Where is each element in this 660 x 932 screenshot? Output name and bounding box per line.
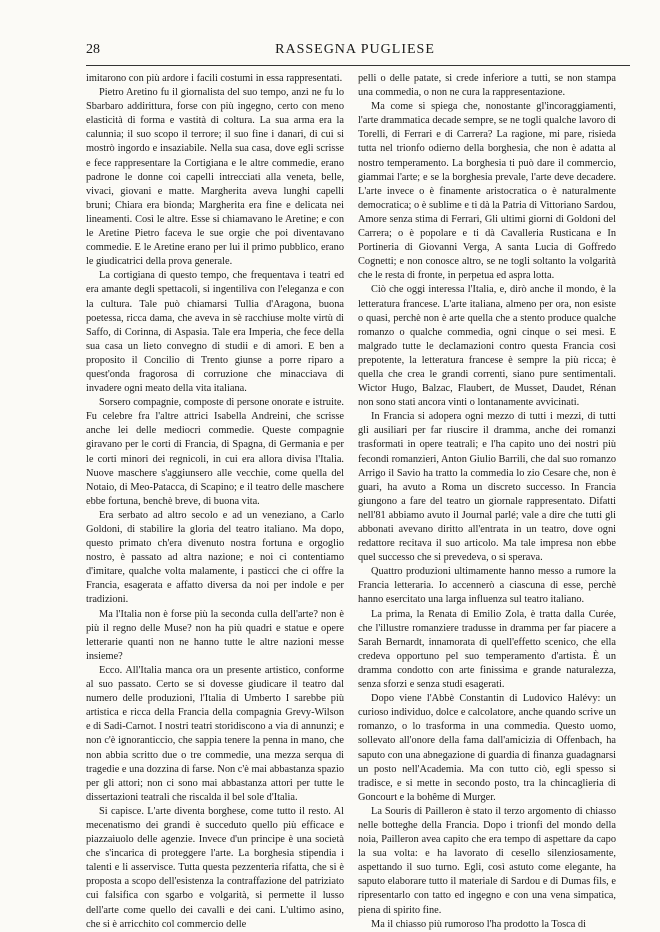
paragraph: Quattro produzioni ultimamente hanno messo a rumore la Francia letteraria. Io accennerò a ciascuna di esse, perchè hanno esercitato una larga influenza sul teatro italiano.	[358, 566, 616, 606]
page-number: 28	[86, 42, 100, 57]
paragraph: Era serbato ad altro secolo e ad un veneziano, a Carlo Goldoni, di stabilire la gloria del teatro italiano. Ma dopo, questo primato ch'era divenuto nostra fortuna e orgoglio nostro, è passato ad altra nazione; e noi ci contentiamo d'imitare, qualche volta malamente, i pasticci che ci offre la Francia, esagerata e affatto diversa da noi per indole e per tradizioni.	[86, 509, 344, 606]
paragraph: imitarono con più ardore i facili costumi in essa rappresentati.	[86, 73, 343, 84]
paragraph: Ma l'Italia non è forse più la seconda culla dell'arte? non è più il regno delle Muse? non ha più quadri e statue e opere letterarie quanti non ne hanno tutte le altre nazioni messe insieme?	[86, 608, 344, 662]
paragraph: pelli o delle patate, si crede inferiore a tutti, se non stampa una commedia, o non ne cura la rappresentazione.	[358, 73, 616, 99]
paragraph: Sorsero compagnie, composte di persone onorate e istruite. Fu celebre fra l'altre attrici Isabella Andreini, che scrisse anche lei delle mediocri commedie. Queste compagnie giravano per le corti di Francia, di Spagna, di Germania e per le corti minori dei regnicoli, in cui era allora divisa l'Italia. Nuove maschere s'aggiunsero alle vecchie, come quella del Notaio, di Meo-Patacca, di Scapino; e il teatro delle maschere ebbe fortuna, benchè breve, di buona vita.	[86, 397, 344, 507]
paragraph: Si capisce. L'arte diventa borghese, come tutto il resto. Al mecenatismo dei grandi è succeduto quello più efficace e piazzaiuolo delle agenzie. Invece d'un principe è una società che s'incarica di proteggere l'arte. La borghesia stipendia i talenti e li asservisce. Tutta questa pezzenteria rifatta, che si è proposta a scopo dell'esistenza la contraffazione del patriziato cui falsifica con sgarbo e volgarità, si permette il lusso dell'arte come quello dei cavalli e dei cani. L'ultimo asino, che si è arricchito col commercio delle	[86, 805, 344, 930]
header-rule	[86, 65, 630, 66]
paragraph: Ecco. All'Italia manca ora un presente artistico, conforme al suo passato. Certo se si dovesse giudicare il teatro dal numero delle produzioni, l'Italia di Umberto I sarebbe più artistica e ricca della Francia della compagnia Grevy-Wilson e di Sadi-Carnot. I nostri teatri storidiscono a via di annunzi; e non c'è ignoranticcio, che sappia tenere la penna in mano, che non abbia scritto due o tre commedie, una mezza serqua di tragedie e una dozzina di farse. Non c'è mai abbastanza spazio per gli attori; non ci sono mai abbastanza attori per tutte le dissertazioni teatrali che riscalda il bel sole d'Italia.	[86, 664, 344, 803]
paragraph: La Souris di Pailleron è stato il terzo argomento di chiasso nelle botteghe della Francia. Dopo i trionfi del mondo della noia, Pailleron avea capito che era tempo di aspettare da capo la sua volta: e ha lavorato di cesello silenziosamente, aspettando il suo turno. Egli, così astuto come elegante, ha saputo elaborare tutto il materiale di Sardou e di Dumas fils, e ripresentarlo con tatto ed ingegno e con una vena simpatica, piena di spirito fine.	[358, 805, 616, 916]
paragraph: La prima, la Renata di Emilio Zola, è tratta dalla Curée, che l'illustre romanziere tradusse in dramma per far piacere a Sarah Bernardt, innamorata di quell'effetto scenico, che ella credeva opportuno pel suo temperamento d'artista. È un dramma condotto con arte finissima e grande naturalezza, senza sforzi e senza studi esagerati.	[358, 608, 616, 691]
paragraph: Ciò che oggi interessa l'Italia, e, dirò anche il mondo, è la letteratura francese. L'arte italiana, almeno per ora, non esiste o quasi, perchè non è arte quella che a stento produce qualche romanzo o qualche commedia, ogni cinque o sei mesi. E malgrado tutte le declamazioni contro questa Francia così prepotente, la letteratura francese è sempre la più ricca; è quella che crea le grandi correnti, siano pure sentimentali. Wictor Hugo, Balzac, Flaubert, de Musset, Daudet, Rénan non sono stati ancora vinti o lontanamente avvicinati.	[358, 284, 616, 409]
paragraph: Dopo viene l'Abbè Constantin di Ludovico Halévy: un curioso individuo, dolce e calcolatore, anche quando scrive un romanzo, o lo trasforma in una commedia. Questo uomo, sollevato all'onore della fama dall'amicizia di Offenbach, ha saputo con una abnegazione di guardia di finanza guadagnarsi un posto nell'Academia. Ma con tutto ciò, egli spesso si tradisce, e si mette in secondo posto, tra la chincaglieria di Goncourt e la bohême di Murger.	[358, 693, 616, 803]
page-header	[86, 42, 624, 58]
paragraph: La cortigiana di questo tempo, che frequentava i teatri ed era amante degli spettacoli, si ingentiliva con l'eleganza e con la cultura. Tale può chiamarsi Tullia d'Aragona, buona poetessa, ricca dama, che aveva in sè racchiuse molte virtù di Saffo, di Corinna, di Aspasia. Tale era Imperia, che fece della sua casa un lieto convegno di studii e di amori. E ben a proposito il Concilio di Trento giunse a porre riparo a quest'onda fragorosa di corruzione che minacciava di invadere ogni meato della vita italiana.	[86, 270, 344, 395]
paragraph: Pietro Aretino fu il giornalista del suo tempo, anzi ne fu lo Sbarbaro addirittura, forse con più ingegno, certo con meno elasticità di forma e vastità di coltura. La sua arma era la calunnia; il suo scopo il terrore; il suo fine i danari, di cui si mostrò ingordo e insaziabile. Nella sua casa, dove egli scrisse e fece rappresentare la Cortigiana e le altre commedie, erano padrone le donne coi capelli intrecciati alla veneta, belle, vivaci, giovani e matte. Margherita aveva lunghi capelli bruni; Chiara era bionda; Margherita era fine e delicata nei lineamenti. Così le altre. Esse si chiamavano le Aretine; e con le Aretine Pietro faceva le sue orgie che poi diventavano commedie. E le Aretine erano per lui il primo pubblico, erano le giudicatrici della prova generale.	[86, 87, 344, 268]
paragraph: Ma come si spiega che, nonostante gl'incoraggiamenti, l'arte drammatica decade sempre, se ne togli qualche lavoro di Torelli, di Ferrari e di Carrera? La ragione, mi pare, risieda tutta nel trionfo odierno della borghesia, che non è adatta al nostro temperamento. La borghesia ti può dare il commercio, giammai l'arte; e se la borghesia prevale, l'arte deve decadere. L'arte invece o è finamente aristocratica o è naturalmente democratica; o è sublime e ti dà la Patria di Vittoriano Sardou, Amore senza stima di Ferrari, Gli ultimi giorni di Goldoni del Carrera; o è popolare e ti dà Cavalleria Rusticana e In Portineria di Giovanni Verga, A santa Lucia di Goffredo Cognetti; e non conosce altro, se ne togli soltanto la volgarità che le resta di fronte, in perpetua ed aspra lotta.	[358, 101, 616, 282]
right-column	[358, 72, 616, 932]
journal-title: RASSEGNA PUGLIESE	[275, 42, 435, 57]
paragraph: In Francia si adopera ogni mezzo di tutti i mezzi, di tutti gli ausiliari per far riuscire il dramma, anche dei romanzi trasformati in opere teatrali; e l'ha capito uno dei nostri più fecondi romanzieri, Anton Giulio Barrili, che dal suo romanzo Arrigo il Savio ha tratto la commedia lo zio Cesare che, non è guari, ha avuto a Roma un discreto successo. In Francia giungono a fare del teatro un giornale rappresentato. Difatti nell'81 abbiamo avuto il Journal parlé; vale a dire che tutti gli abbonati avevano diritto all'entrata in un teatro, dove ogni redattore recitava il suo articolo. Ma tale impresa non ebbe quel successo che si prevedeva, o si sperava.	[358, 411, 616, 564]
left-column	[86, 72, 344, 932]
paragraph: Ma il chiasso più rumoroso l'ha prodotto la Tosca di	[371, 918, 586, 930]
